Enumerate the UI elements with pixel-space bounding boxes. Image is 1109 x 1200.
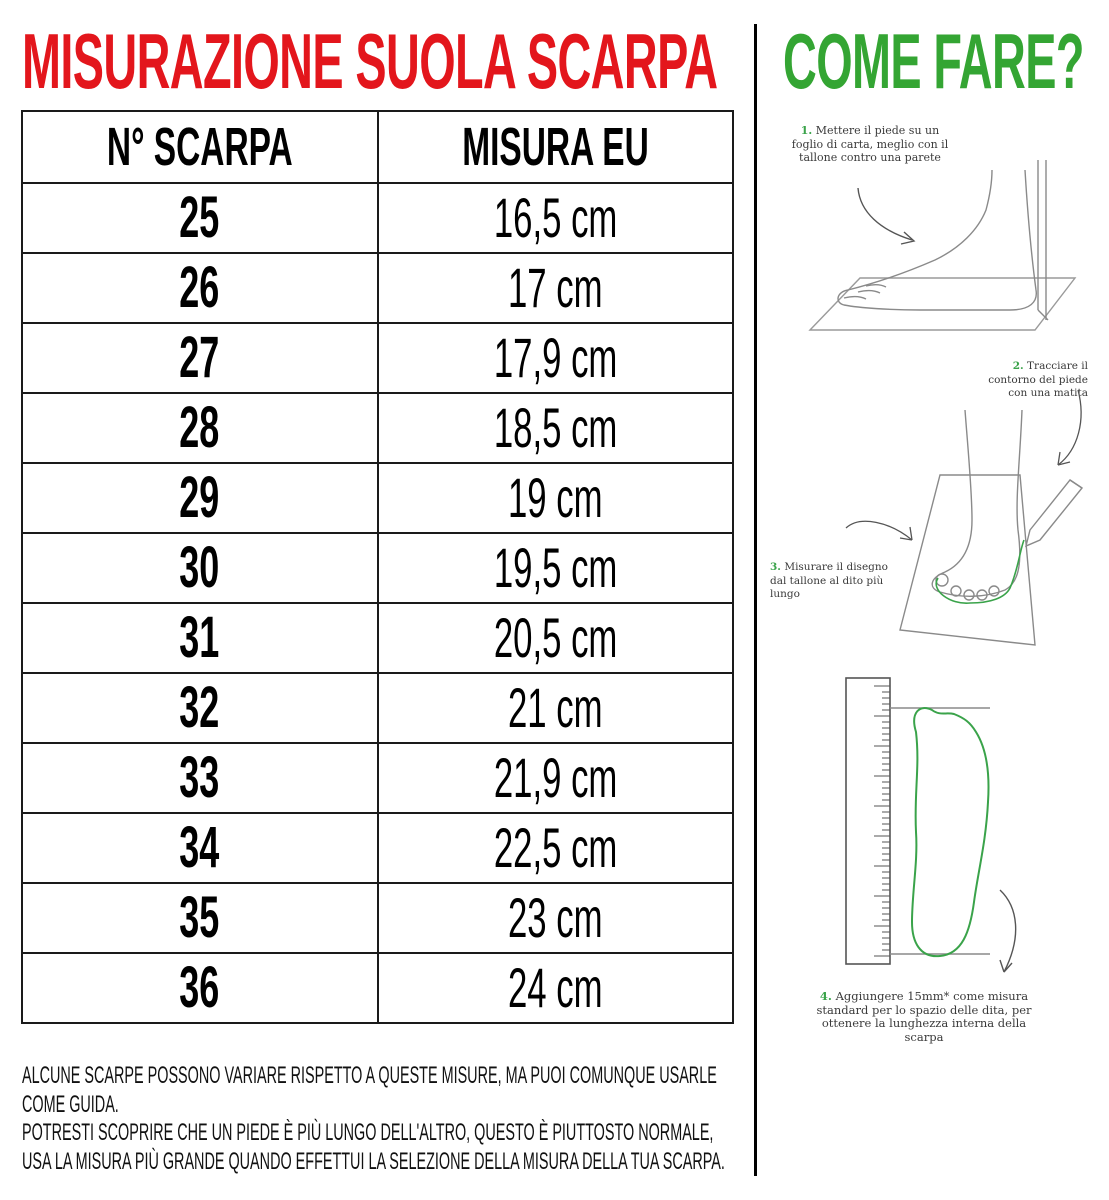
table-row: [22, 743, 733, 813]
shoe-size-cell: 33: [22, 743, 378, 813]
shoe-size-cell: 29: [22, 463, 378, 533]
shoe-size-cell: 34: [22, 813, 378, 883]
table-row: [22, 253, 733, 323]
footnote-line-1: ALCUNE SCARPE POSSONO VARIARE RISPETTO A QUESTE MISURE, MA PUOI COMUNQUE USARLE COME GUIDA.: [22, 1062, 717, 1118]
table-row: [22, 183, 733, 253]
shoe-size-cell: 26: [22, 253, 378, 323]
step-2-caption: [978, 360, 1088, 401]
step-4-number: 4.: [819, 989, 832, 1003]
measure-cell: 24 cm: [378, 953, 734, 1023]
measure-cell: 16,5 cm: [378, 183, 734, 253]
header-size: N° SCARPA: [22, 111, 378, 183]
shoe-size-cell: 35: [22, 883, 378, 953]
step-2-text: Tracciare il contorno del piede con una matita: [988, 360, 1088, 399]
shoe-size-cell: 36: [22, 953, 378, 1023]
table-row: [22, 323, 733, 393]
page-title: MISURAZIONE SUOLA SCARPA: [22, 17, 718, 105]
step-1-text: Mettere il piede su un foglio di carta, meglio con il tallone contro una parete: [791, 124, 949, 164]
vertical-divider: [754, 24, 757, 1176]
measure-cell: 21,9 cm: [378, 743, 734, 813]
shoe-size-cell: 32: [22, 673, 378, 743]
measure-cell: 21 cm: [378, 673, 734, 743]
step-2-number: 2.: [1012, 360, 1024, 372]
step-3-text: Misurare il disegno dal tallone al dito più lungo: [770, 561, 888, 600]
measure-cell: 23 cm: [378, 883, 734, 953]
step-1-number: 1.: [800, 124, 813, 137]
shoe-size-cell: 25: [22, 183, 378, 253]
step-3-number: 3.: [770, 561, 781, 573]
shoe-size-cell: 28: [22, 393, 378, 463]
step-4-caption: [808, 990, 1040, 1044]
how-to-title: COME FARE?: [783, 17, 1084, 105]
table-row: [22, 463, 733, 533]
shoe-size-cell: 31: [22, 603, 378, 673]
shoe-size-cell: 27: [22, 323, 378, 393]
table-row: [22, 673, 733, 743]
measure-cell: 18,5 cm: [378, 393, 734, 463]
table-row: [22, 813, 733, 883]
measure-cell: 19,5 cm: [378, 533, 734, 603]
table-row: [22, 603, 733, 673]
footnote-line-2: POTRESTI SCOPRIRE CHE UN PIEDE È PIÙ LUNGO DELL'ALTRO, QUESTO È PIUTTOSTO NORMALE, USA LA MISURA PIÙ GRANDE QUANDO EFFETTUI LA SELEZIONE DELLA MISURA DELLA TUA SCARPA.: [22, 1119, 725, 1175]
measure-cell: 17,9 cm: [378, 323, 734, 393]
table-row: [22, 393, 733, 463]
table-row: [22, 883, 733, 953]
shoe-size-cell: 30: [22, 533, 378, 603]
size-table: [21, 110, 734, 1024]
measure-cell: 19 cm: [378, 463, 734, 533]
table-row: [22, 953, 733, 1023]
step-4-text: Aggiungere 15mm* come misura standard per lo spazio delle dita, per ottenere la lunghezza interna della scarpa: [816, 989, 1032, 1044]
table-row: [22, 533, 733, 603]
foot-on-paper-illustration: [800, 150, 1090, 350]
measure-cell: 22,5 cm: [378, 813, 734, 883]
trace-foot-illustration: [860, 400, 1100, 650]
footnote: [22, 1062, 736, 1176]
table-body: [22, 183, 733, 1023]
measure-cell: 17 cm: [378, 253, 734, 323]
header-measure: MISURA EU: [378, 111, 734, 183]
table-header-row: [22, 111, 733, 183]
measure-cell: 20,5 cm: [378, 603, 734, 673]
ruler-footprint-illustration: [840, 672, 1040, 972]
